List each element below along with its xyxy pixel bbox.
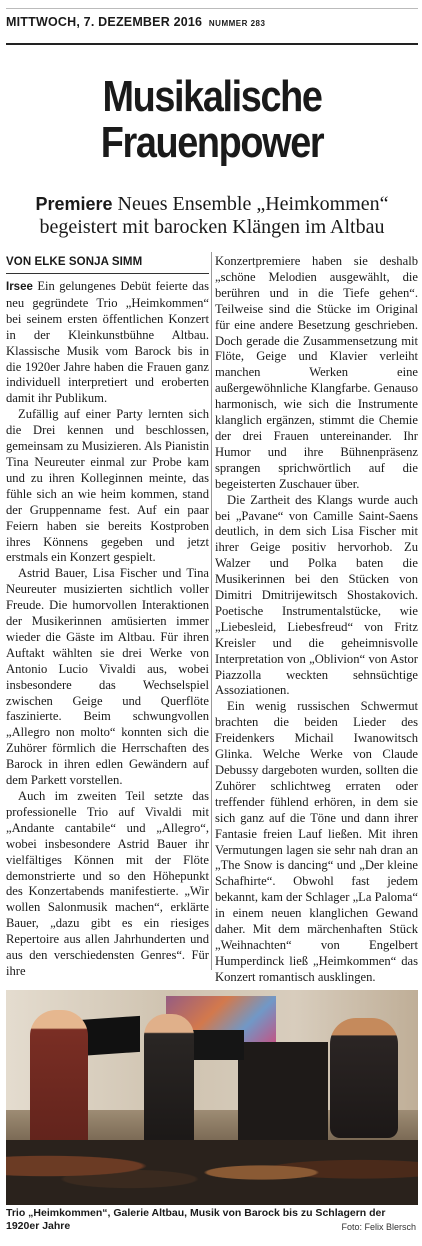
- article-column-2: [215, 254, 418, 984]
- paragraph: [6, 279, 209, 407]
- photo-music-stand: [192, 1030, 244, 1060]
- headline-line-1: Musikalische: [102, 72, 322, 121]
- headline: [35, 74, 389, 166]
- photo-caption: Trio „Heimkommen“, Galerie Altbau, Musik von Barock bis zu Schlagern der 1920er Jahre: [6, 1207, 386, 1232]
- photo-flutist: [30, 1010, 88, 1160]
- photo-violinist: [144, 1014, 194, 1154]
- paragraph: Die Zartheit des Klangs wurde auch bei „Pavane“ von Camille Saint-Saens deutlich, in dem sich Lisa Fischer mit ihrer Geige positiv hervorhob. Zu Walzer und Polka baten die Musikerinnen bei den Stücken von Dimitri Dmitrijewitsch Shostakovich. Poetische Instrumentalstücke, wie „Liebesleid, Liebesfreud“ von Fritz Kreisler und die geheimnisvolle Interpretation von „Oblivion“ von Astor Piazzolla weckten sehnsüchtige Assoziationen.: [215, 492, 418, 698]
- issue-date: MITTWOCH, 7. DEZEMBER 2016: [6, 15, 203, 29]
- column-divider: [211, 252, 212, 970]
- top-border: [6, 8, 418, 9]
- paragraph-text: Ein gelungenes Debüt feierte das neu gegründete Trio „Heimkommen“ bei seinem ersten öffentlichen Konzert in der Kleinkunstbühne Altbau. Klassische Musik vom Barock bis in die 1920er Jahre haben die Frauen ganz individuell interpretiert und eroberten damit ihr Publikum.: [6, 279, 209, 406]
- article-column-1: [6, 279, 209, 978]
- issue-number: NUMMER 283: [208, 19, 266, 28]
- byline: VON ELKE SONJA SIMM: [6, 256, 209, 274]
- dateline: [6, 15, 418, 35]
- headline-line-2: Frauenpower: [100, 118, 324, 167]
- paragraph: Ein wenig russischen Schwermut brachten die beiden Lieder des Freidenkers Michail Iwanowitsch Glinka. Welche Werke von Claude Debussy dargeboten wurden, sollten die Zuhörer schlichtweg erraten oder treffender fühlend erhören, in dem sie sich ganz auf die Töne und dann ihrer Fantasie freien Lauf ließen. Mit ihren Vermutungen lagen sie sehr nah dran an „The Snow is dancing“ und „Der kleine Schafhirte“. Obwohl fast jedem bekannt, kam der Schlager „La Paloma“ in einem neuen klanglichen Gewand daher. Mit dem märchenhaften Stück „Weihnachten“ von Engelbert Humperdinck ließ „Heimkommen“ das Konzert romantisch ausklingen.: [215, 699, 418, 984]
- subhead-line-2: begeistert mit barocken Klängen im Altbau: [39, 216, 385, 238]
- photo-audience: [6, 1140, 418, 1205]
- subheadline: [6, 193, 418, 239]
- photo-pianist: [330, 1018, 398, 1138]
- photo-credit: Foto: Felix Blersch: [341, 1222, 416, 1232]
- paragraph: Astrid Bauer, Lisa Fischer und Tina Neureuter musizierten sichtlich voller Freude. Die humorvollen Interaktionen der Musikerinnen amüsierten immer wieder die Gäste im Altbau. Für ihren Auftakt wählten sie drei Werke von Antonio Lucio Vivaldi aus, wobei insbesondere das Wechselspiel zwischen Geige und Querflöte faszinierte. Beim schwungvollen „Allegro non molto“ konnten sich die Zuhörer förmlich die Herrschaften des Barock in ihren edlen Gewändern auf dem Parkett vorstellen.: [6, 566, 209, 788]
- kicker: Premiere: [35, 194, 113, 214]
- paragraph: Zufällig auf einer Party lernten sich die Drei kennen und beschlossen, gemeinsam zu Musizieren. Als Pianistin Tina Neureuter einmal zur Probe kam und zu ihren Kolleginnen meinte, das fühle sich an wie heim kommen, stand der Gruppenname fest. Auf ein paar Feiern haben sie bereits Kostproben ihres Könnens gegeben und jetzt erstmals ein Konzert gespielt.: [6, 407, 209, 565]
- subhead-line-1: Neues Ensemble „Heimkommen“: [117, 193, 389, 215]
- dateline-place: Irsee: [6, 281, 33, 293]
- paragraph: Auch im zweiten Teil setzte das professionelle Trio auf Vivaldi mit „Andante cantabile“ und „Allegro“, wobei insbesondere Astrid Bauer ihr vielfältiges Können mit der Flöte demonstrierte und so den Höhepunkt des Konzertabends manifestierte. „Wir wollen Salonmusik machen“, erklärte Bauer, „dazu gibt es ein riesiges Repertoire aus allen Jahrhunderten und aus den verschiedensten Genres“. Für ihre: [6, 789, 209, 978]
- photo-piano: [238, 1042, 328, 1152]
- header-rule: [6, 43, 418, 45]
- concert-photo: [6, 990, 418, 1205]
- paragraph: Konzertpremiere haben sie deshalb „schöne Melodien ausgewählt, die berühren und in die Tiefe gehen“. Teilweise sind die Stücke im Original für eine andere Besetzung geschrieben. Doch gerade die Zusammensetzung mit Flöte, Geige und Klavier verleiht manchen Werken eine außergewöhnliche Klangfarbe. Genauso harmonisch, wie sich die Instrumente klanglich ergänzen, stimmt die Chemie der drei Frauen untereinander. Ihr Humor und ihre Bühnenpräsenz sprangen sprichwörtlich auf die begeisterten Zuschauer über.: [215, 254, 418, 491]
